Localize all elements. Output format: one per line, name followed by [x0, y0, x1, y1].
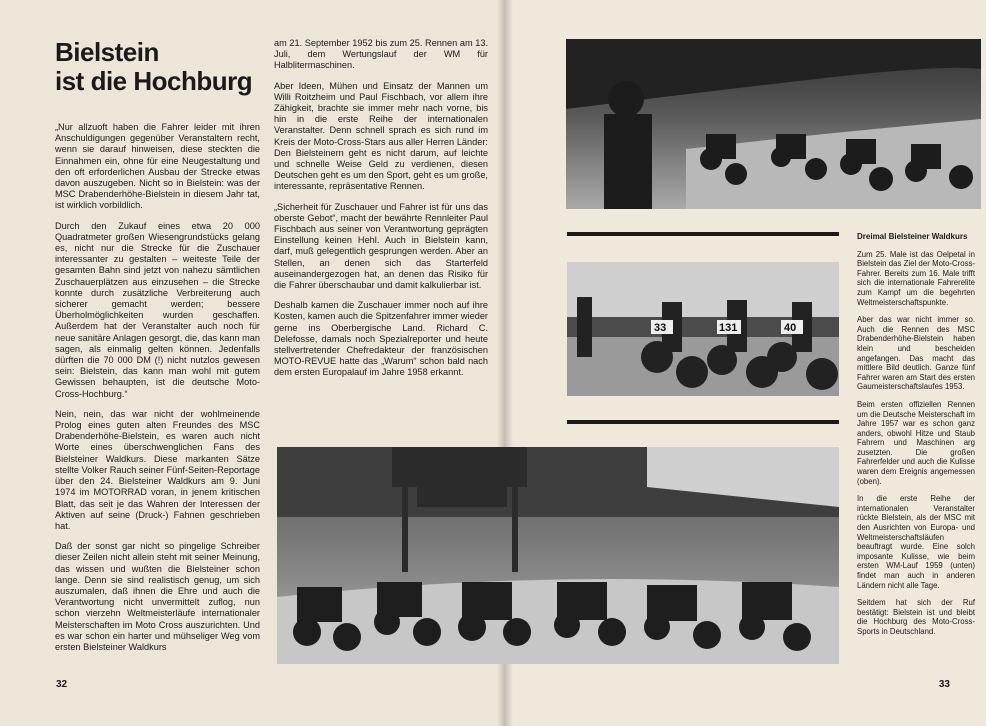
photo-start-1953 — [567, 262, 839, 396]
start-number-40: 40 — [784, 322, 797, 334]
paragraph: Deshalb kamen die Zuschauer immer noch auf ihre Kosten, kamen auch die Spitzenfahrer immer wieder gerne ins Oberbergische Land. Richard C. Delefosse, damals noch Spezialreporter und heute stellvertretender Chefredakteur der französischen MOTO-REVUE hatte das „Warum“ schon bald nach dem ersten Europalauf im Jahre 1958 erkannt. — [274, 300, 488, 378]
paragraph: „Nur allzuoft haben die Fahrer leider mit ihren Anschuldigungen gegenüber Veranstaltern recht, wenn sie darauf hinweisen, diese steckten die Einnahmen ein, ohne für eine Neugestaltung und den oft erforderlichen Ausbau der Strecke etwas davon auszugeben. Nicht so in Bielstein: was der MSC Drabenderhöhe-Bielstein in diesem Jahr tat, ist wirklich vorbildlich. — [55, 122, 260, 211]
caption-paragraph: In die erste Reihe der internationalen Veranstalter rückte Bielstein, als der MSC mit den Ausrichten von Europa- und Weltmeisterschaftsläufen beauftragt wurde. Eine solch imposante Kulisse, wie beim ersten WM-Lauf 1959 (unten) findet man auch in anderen Ländern nicht alle Tage. — [857, 494, 975, 590]
paragraph: Durch den Zukauf eines etwa 20 000 Quadratmeter großen Wiesengrundstücks gelang es, nicht nur die Strecke für die Zuschauer interessanter zu gestalten – weiteste Teile der gesamten Bahn sind jetzt von nahezu sämtlichen Zuschauerplätzen aus einzusehen – die Strecke konnte durch zusätzliche Verbreiterung auch sicherer gemacht werden; bessere Überholmöglichkeiten wurden geschaffen. Außerdem hat der Veranstalter auch noch für neue sanitäre Anlagen gesorgt, die, das kann man sagen, als einmalig gelten können. Jedenfalls dürften die 70 000 DM (!) nicht nutzlos gewesen sein: Bielstein, das kann man wohl mit gutem Gewissen behaupten, ist die deutsche Moto-Cross-Hochburg.“ — [55, 220, 260, 399]
start-number-33: 33 — [654, 322, 667, 334]
title-line-1: Bielstein — [55, 37, 159, 67]
paragraph: Aber Ideen, Mühen und Einsatz der Mannen um Willi Roitzheim und Paul Fischbach, vor allem ihre Zähigkeit, brachte sie immer mehr nach vorne, bis hin in die erste Reihe der internationalen Veranstalter. Denn schnell sprach es sich rund im Kreis der Moto-Cross-Stars aus aller Herren Länder: Den Bielsteinern geht es nicht darum, auf leichte und schnelle Weise Geld zu verdienen, diesen Deutschen geht es um den Sport, geht es um große, interessante, repräsentative Rennen. — [274, 80, 488, 192]
paragraph: „Sicherheit für Zuschauer und Fahrer ist für uns das oberste Gebot“, macht der bewährte Rennleiter Paul Fischbach aus seiner von Verantwortung geprägten Einstellung keinen Hehl. Auch in Bielstein kann, darf, muß gelegentlich gesprungen werden. Aber an Stellen, an denen sich das Starterfeld auseinandergezogen hat, an denen das Risiko für die Fahrer überschaubar und damit kalkulierbar ist. — [274, 201, 488, 291]
article-column-2 — [274, 38, 488, 388]
divider-rule — [567, 232, 839, 236]
article-title — [55, 38, 255, 96]
page-number-right: 33 — [938, 679, 950, 690]
photo-race-1957-image — [566, 39, 981, 209]
caption-paragraph: Beim ersten offiziellen Rennen um die Deutsche Meisterschaft im Jahre 1957 war es schon ganz anders, obwohl Hitze und Staub Fahrern und Maschinen arg zusetzten. Die großen Fahrerfelder und auch die Kulisse waren dem Ereignis angemessen (oben). — [857, 399, 975, 486]
caption-paragraph: Seitdem hat sich der Ruf bestätigt: Bielstein ist und bleibt die Hochburg des Moto-Cross-Sports in Deutschland. — [857, 598, 975, 636]
paragraph: Nein, nein, das war nicht der wohlmeinende Prolog eines guten alten Freundes des MSC Drabenderhöhe-Bielstein, es waren auch nicht Worte eines überschwenglichen Fans des Bielsteiner Waldkurs. Diese markanten Sätze stellte Volker Rauch seiner Fünf-Seiten-Reportage über den 24. Bielsteiner Waldkurs am 9. Juni 1974 im MOTORRAD voran, in jenem kritischen Blatt, das seit je das Wahren der Interessen der Aktiven auf seine (Druck-) Fahnen geschrieben hat. — [55, 408, 260, 531]
photo-wm-1959 — [277, 447, 839, 664]
divider-rule — [567, 420, 839, 424]
paragraph: Daß der sonst gar nicht so pingelige Schreiber dieser Zeilen nicht allein steht mit seiner Meinung, das wissen und wußten die Bielsteiner schon lange. Denn sie sind realistisch genug, um sich auszumalen, daß ihnen die Ehre und auch die Verantwortung nicht unvermittelt zuflog, nun schon vierzehn Weltmeisterläufe internationaler Meisterschaften im Moto Cross auszurichten. Und es war schon ein harter und mühseliger Weg vom ersten Bielsteiner Waldkurs — [55, 541, 260, 652]
paragraph: am 21. September 1952 bis zum 25. Rennen am 13. Juli, dem Wertungslauf der WM für Halblitermaschinen. — [274, 38, 488, 71]
caption-paragraph: Aber das war nicht immer so. Auch die Rennen des MSC Drabenderhöhe-Bielstein haben klein und bescheiden angefangen. Das macht das mittlere Bild deutlich. Ganze fünf Fahrer waren am Start des ersten Gaumeisterschaftslaufes 1953. — [857, 315, 975, 392]
page-number-left: 32 — [56, 679, 68, 690]
caption-paragraph: Zum 25. Male ist das Oelpetal in Bielstein das Ziel der Moto-Cross-Fahrer. Bereits zum 16. Male trifft sich die internationale Fahrerelite zum Kampf um die begehrten Weltmeisterschaftspunkte. — [857, 249, 975, 307]
photo-wm-1959-image — [277, 447, 839, 664]
start-number-131: 131 — [719, 322, 738, 334]
photo-start-1953-image — [567, 262, 839, 396]
article-column-1 — [55, 122, 260, 662]
title-line-2: ist die Hochburg — [55, 66, 253, 96]
photo-race-1957 — [566, 39, 981, 209]
captions-heading: Dreimal Bielsteiner Waldkurs — [857, 232, 968, 241]
photo-captions — [857, 232, 975, 645]
